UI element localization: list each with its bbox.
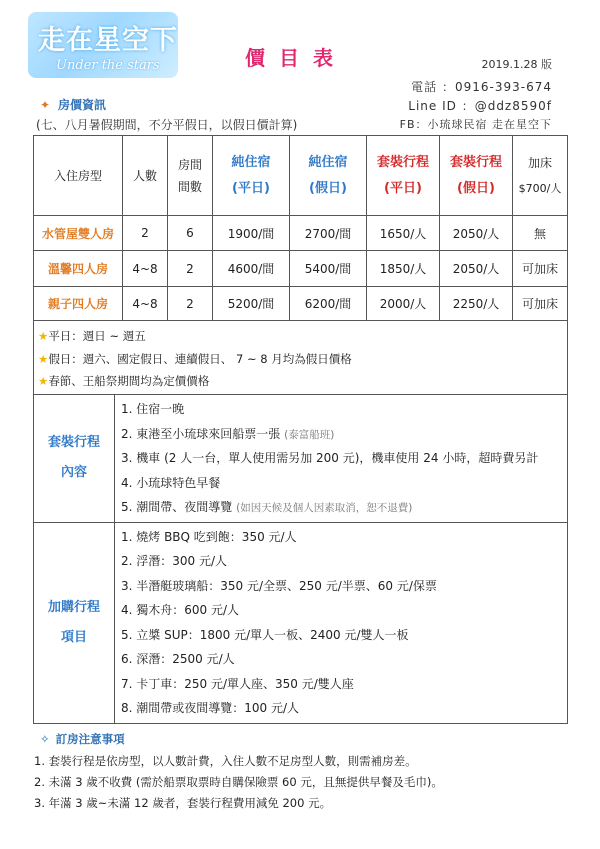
price-table (33, 135, 568, 321)
list-item: 4. 獨木舟：600 元/人 (121, 603, 240, 617)
list-item: 4. 小琉球特色早餐 (121, 475, 221, 490)
room-count: 2 (168, 251, 213, 287)
addons-label-top: 加購行程 (47, 599, 100, 615)
contact-fb: FB：小琉球民宿 走在星空下 (399, 118, 552, 131)
definition-weekday: ★平日：週日 ~ 週五 (38, 329, 146, 343)
room-weekday-price: 1900/間 (213, 216, 290, 251)
list-item: 5. 潮間帶、夜間導覽 (如因天候及個人因素取消，恕不退費) (121, 500, 413, 514)
col-rooms-top: 房間 (177, 157, 202, 172)
package-label-bottom: 內容 (60, 465, 87, 481)
list-item: 2. 東港至小琉球來回船票一張 (泰富船班) (121, 426, 335, 441)
package-items (115, 395, 568, 523)
package-weekday-price: 1850/人 (367, 251, 440, 287)
definition-holiday: ★假日：週六、國定假日、連續假日、 7 ~ 8 月均為假日價格 (38, 352, 352, 366)
extra-bed-bottom: $700/人 (518, 181, 562, 195)
list-item: 7. 卡丁車：250 元/單人座、350 元/雙人座 (121, 676, 354, 691)
star-icon: ★ (38, 374, 49, 388)
package-section (34, 395, 568, 523)
addons-label-bottom: 項目 (60, 629, 87, 645)
room-holiday-price: 2700/間 (290, 216, 367, 251)
page-title: 價目表 (245, 46, 347, 70)
definition-festival: ★春節、王船祭期間均為定價價格 (38, 374, 210, 388)
rates-section-heading (40, 96, 106, 113)
room-only-label: 純住宿 (308, 154, 348, 170)
holiday-label: (假日) (457, 180, 495, 196)
star-icon: ★ (38, 352, 49, 366)
extra-bed-value: 可加床 (513, 251, 568, 287)
room-count: 2 (168, 287, 213, 321)
room-weekday-price: 4600/間 (213, 251, 290, 287)
col-rooms-bottom: 間數 (177, 179, 202, 194)
package-label-top: 套裝行程 (47, 435, 100, 451)
diamond-icon: ✧ (40, 732, 50, 746)
package-holiday-price: 2050/人 (440, 251, 513, 287)
notice-item: 1. 套裝行程是依房型，以人數計費，入住人數不足房型人數，則需補房差。 (34, 754, 417, 768)
list-item: 3. 半潛艇玻璃船：350 元/全票、250 元/半票、60 元/保票 (121, 578, 437, 593)
col-extra-bed (513, 136, 568, 216)
extra-bed-top: 加床 (527, 155, 552, 170)
list-item: 5. 立槳 SUP：1800 元/單人一板、2400 元/雙人一板 (121, 627, 409, 642)
list-item: 8. 潮間帶或夜間導覽：100 元/人 (121, 701, 300, 715)
version-label: 2019.1.28 版 (481, 58, 552, 71)
people-count: 2 (123, 216, 168, 251)
col-package-holiday (440, 136, 513, 216)
package-label: 套裝行程 (376, 154, 429, 170)
table-row (34, 251, 568, 287)
logo-sub-text: Under the stars (56, 58, 160, 73)
room-count: 6 (168, 216, 213, 251)
contact-line-id: Line ID ：@ddz8590f (408, 99, 552, 113)
package-holiday-price: 2050/人 (440, 216, 513, 251)
people-count: 4~8 (123, 251, 168, 287)
people-count: 4~8 (123, 287, 168, 321)
notices-heading (40, 731, 125, 747)
package-weekday-price: 2000/人 (367, 287, 440, 321)
rates-section-title: 房價資訊 (58, 98, 107, 112)
list-item: 1. 燒烤 BBQ 吃到飽：350 元/人 (121, 529, 297, 544)
list-item: 6. 深潛：2500 元/人 (121, 652, 235, 666)
col-people: 人數 (123, 136, 168, 216)
table-row (34, 287, 568, 321)
room-holiday-price: 5400/間 (290, 251, 367, 287)
addons-items (115, 522, 568, 723)
addons-label-cell (34, 522, 115, 723)
col-room-only-weekday (213, 136, 290, 216)
logo-main-text: 走在星空下 (38, 25, 178, 56)
price-definitions (33, 320, 568, 395)
extra-bed-value: 無 (513, 216, 568, 251)
package-holiday-price: 2250/人 (440, 287, 513, 321)
weekday-label: (平日) (232, 180, 270, 196)
price-table-header (34, 136, 568, 216)
room-name: 水管屋雙人房 (34, 216, 123, 251)
rates-note: (七、八月暑假期間，不分平假日，以假日價計算) (36, 118, 298, 132)
col-rooms (168, 136, 213, 216)
room-holiday-price: 6200/間 (290, 287, 367, 321)
notice-item: 2. 未滿 3 歲不收費 (需於船票取票時自購保險票 60 元，且無提供早餐及毛巾)。 (34, 775, 443, 789)
package-label-cell (34, 395, 115, 523)
col-package-weekday (367, 136, 440, 216)
list-item: 2. 浮潛：300 元/人 (121, 554, 228, 568)
logo (28, 12, 178, 78)
extra-bed-value: 可加床 (513, 287, 568, 321)
room-weekday-price: 5200/間 (213, 287, 290, 321)
list-item: 1. 住宿一晚 (121, 402, 185, 416)
package-label: 套裝行程 (449, 154, 502, 170)
addons-section (34, 522, 568, 723)
room-name: 親子四人房 (34, 287, 123, 321)
col-room-only-holiday (290, 136, 367, 216)
package-table (33, 394, 568, 724)
notices-title: 訂房注意事項 (55, 732, 125, 746)
star-icon: ★ (38, 329, 49, 343)
weekday-label: (平日) (384, 180, 422, 196)
sparkle-icon: ✦ (40, 98, 51, 112)
col-room-type: 入住房型 (34, 136, 123, 216)
package-weekday-price: 1650/人 (367, 216, 440, 251)
notice-item: 3. 年滿 3 歲~未滿 12 歲者，套裝行程費用減免 200 元。 (34, 796, 332, 810)
list-item: 3. 機車 (2 人一台，單人使用需另加 200 元)，機車使用 24 小時，超時費另計 (121, 451, 539, 465)
room-name: 溫馨四人房 (34, 251, 123, 287)
contact-phone: 電話 ：0916-393-674 (411, 80, 552, 94)
table-row (34, 216, 568, 251)
room-only-label: 純住宿 (231, 154, 271, 170)
holiday-label: (假日) (309, 180, 347, 196)
